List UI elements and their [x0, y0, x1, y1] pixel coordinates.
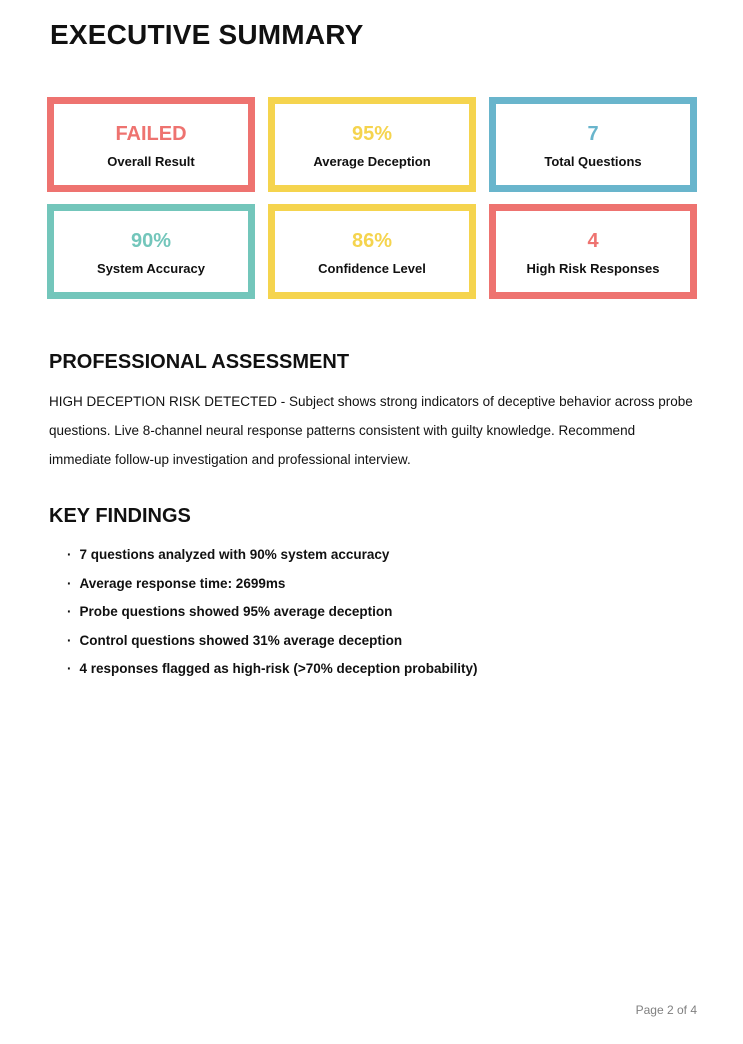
key-finding-text: Control questions showed 31% average deception — [79, 632, 403, 648]
key-finding-item — [67, 541, 697, 570]
stat-card-total-questions — [489, 97, 697, 192]
key-finding-text: Probe questions showed 95% average deception — [79, 604, 393, 619]
stat-cards-grid — [47, 97, 697, 299]
key-finding-text: Average response time: 2699ms — [79, 575, 286, 591]
stat-card-high-risk-responses — [489, 204, 697, 299]
report-content — [0, 19, 743, 684]
stat-label: System Accuracy — [97, 260, 205, 276]
key-finding-item — [67, 570, 697, 599]
stat-label: Confidence Level — [318, 260, 426, 276]
key-finding-text: 7 questions analyzed with 90% system accuracy — [79, 547, 390, 562]
bullet-icon: · — [67, 604, 72, 619]
stat-label: Total Questions — [544, 153, 642, 169]
bullet-icon: · — [67, 661, 72, 676]
key-findings-list — [67, 541, 697, 684]
page-number: Page 2 of 4 — [635, 1003, 697, 1017]
stat-card-system-accuracy — [47, 204, 255, 299]
stat-label: Overall Result — [107, 153, 195, 169]
key-finding-item — [67, 655, 697, 684]
bullet-icon: · — [67, 547, 72, 562]
page-title: EXECUTIVE SUMMARY — [50, 19, 364, 50]
stat-card-confidence-level — [268, 204, 476, 299]
stat-label: Average Deception — [313, 153, 431, 169]
key-finding-item — [67, 627, 697, 656]
professional-assessment-text: HIGH DECEPTION RISK DETECTED - Subject shows strong indicators of deceptive behavior across probe questions. Live 8-channel neural response patterns consistent with guilty knowledge. Recommend immediate follow-up investigation and professional interview. — [49, 394, 693, 467]
key-finding-item — [67, 598, 697, 627]
key-findings-heading: KEY FINDINGS — [49, 505, 191, 527]
bullet-icon: · — [67, 632, 72, 648]
professional-assessment-heading: PROFESSIONAL ASSESSMENT — [49, 351, 350, 373]
stat-value: FAILED — [115, 122, 187, 145]
stat-label: High Risk Responses — [526, 260, 660, 276]
stat-value: 90% — [130, 229, 172, 252]
stat-value: 86% — [351, 229, 393, 252]
stat-card-average-deception — [268, 97, 476, 192]
stat-value: 4 — [587, 229, 599, 252]
stat-value: 7 — [587, 122, 599, 145]
bullet-icon: · — [67, 575, 72, 591]
key-finding-text: 4 responses flagged as high-risk (>70% deception probability) — [79, 661, 478, 676]
stat-card-overall-result — [47, 97, 255, 192]
stat-value: 95% — [351, 122, 393, 145]
